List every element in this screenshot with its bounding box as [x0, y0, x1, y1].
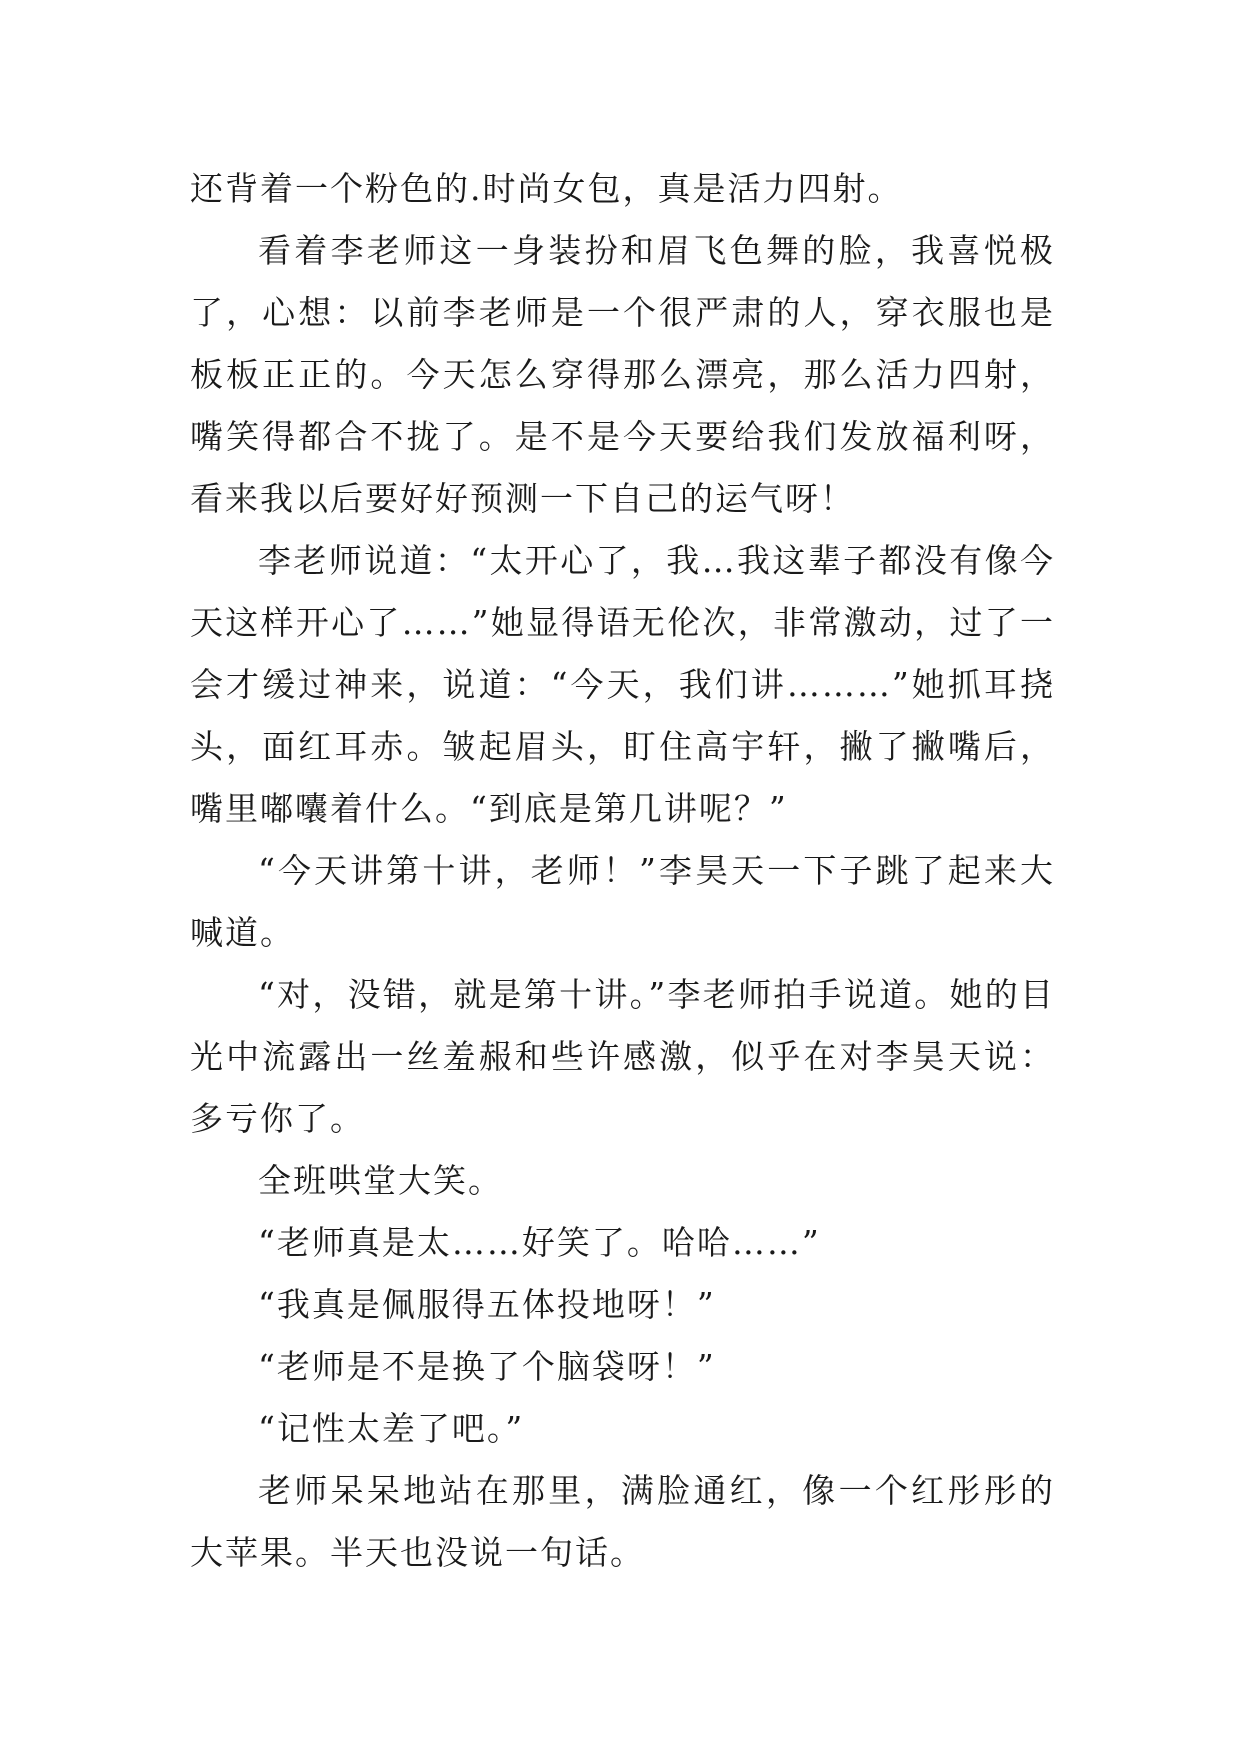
paragraph: 全班哄堂大笑。: [258, 1161, 503, 1200]
paragraph: 看着李老师这一身装扮和眉飞色舞的脸，我喜悦极了，心想：以前李老师是一个很严肃的人，穿衣服也是板板正正的。今天怎么穿得那么漂亮，那么活力四射，嘴笑得都合不拢了。是不是今天要给我们发放福利呀，看来我以后要好好预测一下自己的运气呀！: [190, 231, 1055, 518]
paragraph: “我真是佩服得五体投地呀！”: [258, 1285, 716, 1324]
paragraph: “记性太差了吧。”: [258, 1409, 525, 1448]
paragraph: 李老师说道：“太开心了，我…我这辈子都没有像今天这样开心了……”她显得语无伦次，非常激动，过了一会才缓过神来，说道：“今天，我们讲………”她抓耳挠头，面红耳赤。皱起眉头，盯住高宇轩，撇了撇嘴后，嘴里嘟囔着什么。“到底是第几讲呢？”: [190, 541, 1055, 828]
paragraph: “对，没错，就是第十讲。”李老师拍手说道。她的目光中流露出一丝羞赧和些许感激，似乎在对李昊天说：多亏你了。: [190, 975, 1055, 1138]
paragraph: 老师呆呆地站在那里，满脸通红，像一个红彤彤的大苹果。半天也没说一句话。: [190, 1471, 1055, 1572]
paragraph: 还背着一个粉色的.时尚女包，真是活力四射。: [190, 169, 903, 208]
document-body: [190, 158, 1055, 1584]
paragraph: “今天讲第十讲，老师！”李昊天一下子跳了起来大喊道。: [190, 851, 1055, 952]
paragraph: “老师是不是换了个脑袋呀！”: [258, 1347, 716, 1386]
paragraph: “老师真是太……好笑了。哈哈……”: [258, 1223, 821, 1262]
